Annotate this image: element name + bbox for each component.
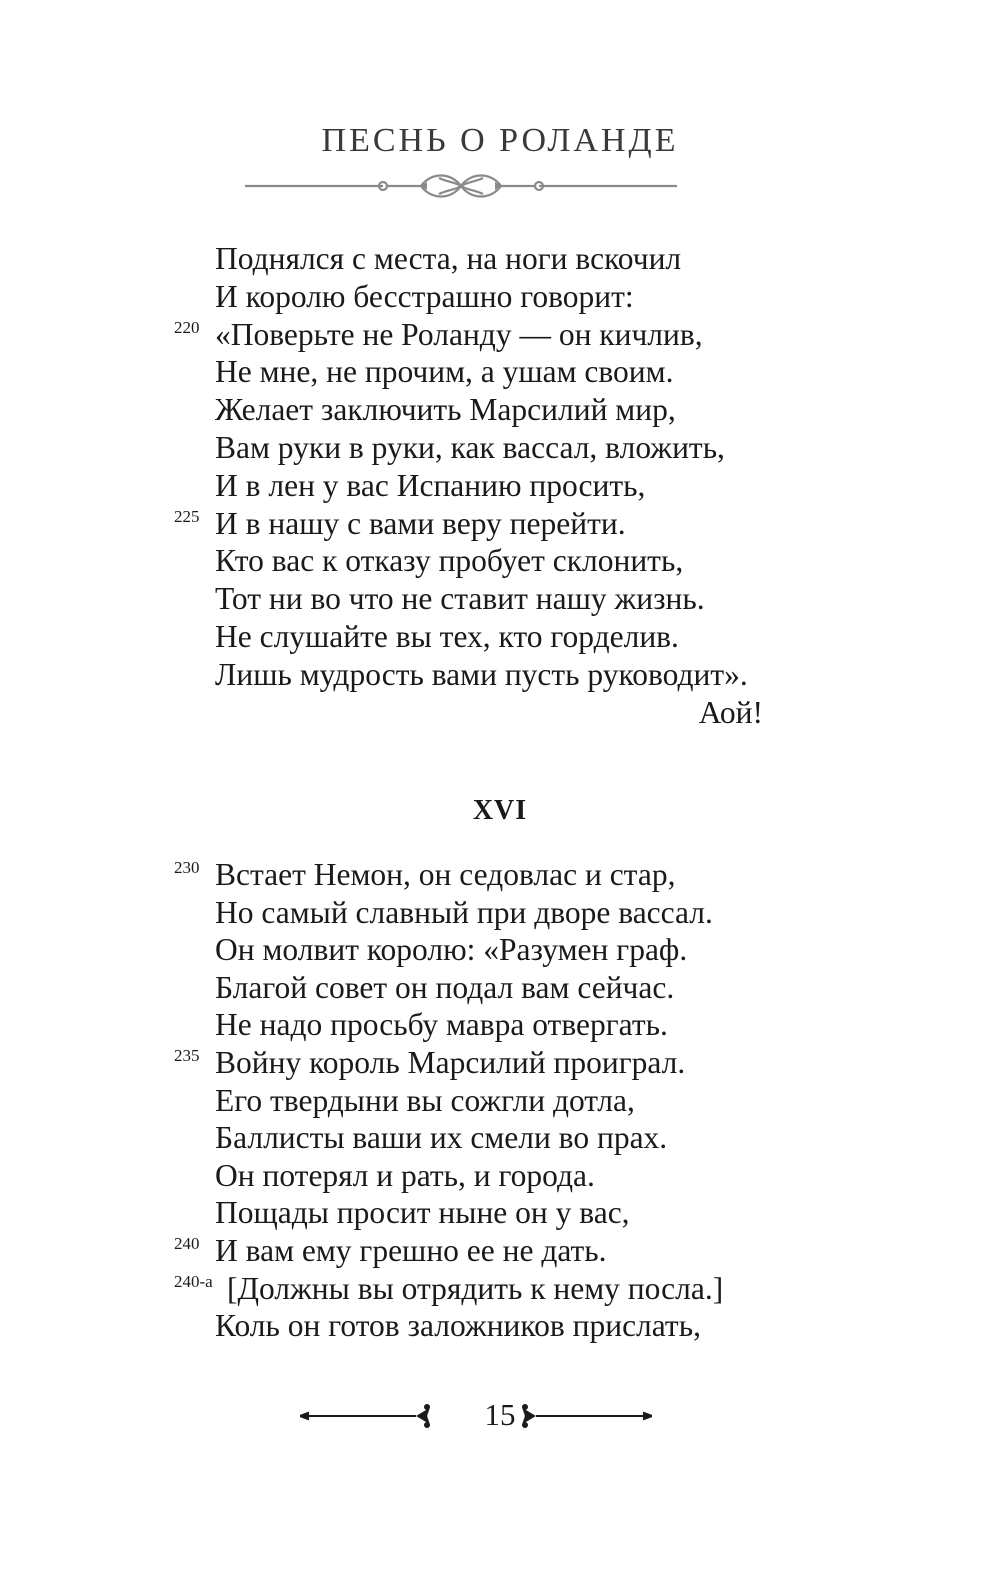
verse-line: И королю бесстрашно говорит: (215, 278, 634, 314)
verse-line: Он потерял и рать, и города. (215, 1157, 595, 1193)
verse-line: И вам ему грешно ее не дать. (215, 1233, 607, 1268)
verse-line: И в нашу с вами веру перейти. (215, 505, 626, 541)
line-number: 240 (174, 1234, 200, 1253)
verse-line: Не надо просьбу мавра отвергать. (215, 1007, 668, 1043)
verse-line: Вам руки в руки, как вассал, вложить, (215, 430, 725, 465)
verse-line: Войну король Марсилий проиграл. (215, 1045, 686, 1080)
refrain: Аой! (698, 694, 763, 730)
verse-line: И в лен у вас Испанию просить, (215, 467, 646, 503)
verse-line: Не слушайте вы тех, кто горделив. (215, 619, 679, 654)
laisse-heading: XVI (472, 795, 528, 826)
verse-line: Коль он готов заложников прислать, (215, 1308, 701, 1344)
line-number: 235 (174, 1046, 200, 1065)
verse-line: Его твердыни вы сожгли дотла, (215, 1082, 635, 1118)
verse-line: Он молвит королю: «Разумен граф. (215, 932, 688, 968)
line-number: 225 (174, 506, 200, 526)
verse-line: Не мне, не прочим, а ушам своим. (215, 354, 674, 390)
verse-line: «Поверьте не Роланду — он кичлив, (215, 316, 703, 352)
verse-line: Благой совет он подал вам сейчас. (215, 969, 675, 1005)
running-head: ПЕСНЬ О РОЛАНДЕ (321, 122, 679, 159)
header-ornament-icon (243, 168, 679, 204)
line-number: 220 (174, 317, 200, 337)
verse-line: Желает заключить Марсилий мир, (215, 392, 676, 428)
verse-line: Баллисты ваши их смели во прах. (215, 1120, 668, 1156)
verse-line: Пощады просит ныне он у вас, (215, 1195, 630, 1231)
page-number: 15 (484, 1397, 516, 1432)
verse-line: Поднялся с места, на ноги вскочил (215, 241, 682, 276)
verse-line: [Должны вы отрядить к нему посла.] (227, 1270, 724, 1306)
verse-line: Тот ни во что не ставит нашу жизнь. (215, 581, 705, 617)
verse-line: Встает Немон, он седовлас и стар, (215, 857, 676, 892)
line-number: 240-а (174, 1271, 213, 1291)
verse-line: Но самый славный при дворе вассал. (215, 894, 713, 930)
line-number: 230 (174, 858, 200, 877)
verse-line: Кто вас к отказу пробует склонить, (215, 543, 684, 579)
verse-line: Лишь мудрость вами пусть руководит». (215, 656, 748, 692)
